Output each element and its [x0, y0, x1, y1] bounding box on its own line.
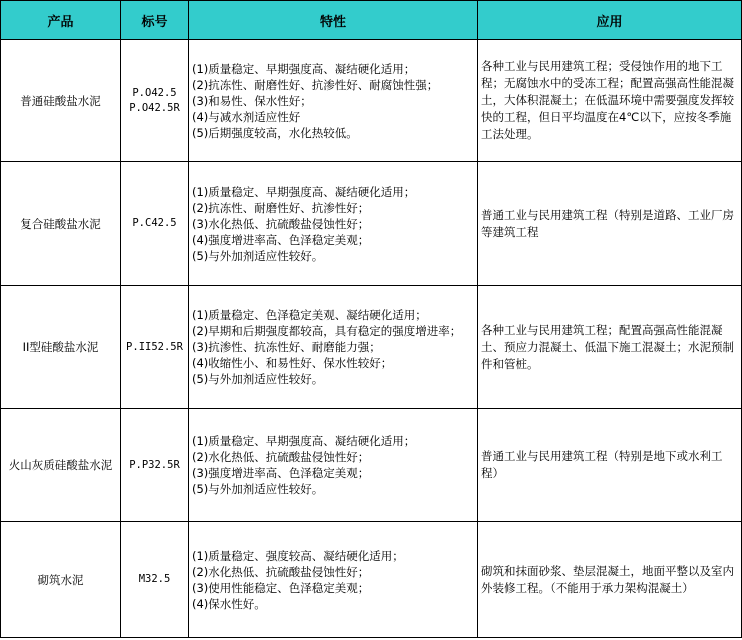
product-cell: 砌筑水泥 [1, 522, 121, 638]
application-cell: 砌筑和抹面砂浆、垫层混凝土，地面平整以及室内外装修工程。（不能用于承力架构混凝土） [478, 522, 742, 638]
code-value: P.O42.5 [132, 86, 177, 99]
feature-line: (2)抗冻性、耐磨性好、抗渗性好； [192, 200, 370, 215]
feature-line: (2)抗冻性、耐磨性好、抗渗性好、耐腐蚀性强； [192, 77, 439, 92]
features-cell [189, 286, 478, 409]
feature-line: (4)保水性好。 [192, 596, 266, 611]
application-cell: 普通工业与民用建筑工程（特别是道路、工业厂房等建筑工程 [478, 162, 742, 286]
feature-line: (3)水化热低、抗硫酸盐侵蚀性好； [192, 216, 370, 231]
feature-line: (5)与外加剂适应性较好。 [192, 482, 324, 496]
feature-line: (3)使用性能稳定、色泽稳定美观； [192, 580, 370, 595]
code-value: P.C42.5 [132, 217, 177, 229]
feature-line: (1)质量稳定、早期强度高、凝结硬化适用； [192, 184, 416, 199]
header-code: 标号 [121, 1, 189, 40]
code-cell [121, 40, 189, 162]
product-cell: 复合硅酸盐水泥 [1, 162, 121, 286]
product-cell: 火山灰质硅酸盐水泥 [1, 409, 121, 522]
feature-line: (4)与减水剂适应性好 [192, 109, 301, 124]
application-cell: 各种工业与民用建筑工程；受侵蚀作用的地下工程；无腐蚀水中的受冻工程；配置高强高性能混凝土，大体积混凝土；在低温环境中需要强度发挥较快的工程，但日平均温度在4℃以下，应按冬季施工法处理。 [478, 40, 742, 162]
code-cell [121, 162, 189, 286]
code-cell [121, 522, 189, 638]
feature-line: (3)强度增进率高、色泽稳定美观； [192, 466, 370, 480]
application-cell: 普通工业与民用建筑工程（特别是地下或水利工程） [478, 409, 742, 522]
code-value: M32.5 [138, 573, 171, 585]
feature-line: (2)水化热低、抗硫酸盐侵蚀性好； [192, 564, 370, 579]
feature-line: (1)质量稳定、色泽稳定美观、凝结硬化适用； [192, 308, 427, 322]
features-cell [189, 40, 478, 162]
table-row [1, 522, 742, 638]
header-product: 产品 [1, 1, 121, 40]
table-row [1, 162, 742, 286]
header-features: 特性 [189, 1, 478, 40]
table-row [1, 40, 742, 162]
features-cell [189, 409, 478, 522]
feature-line: (5)与外加剂适应性较好。 [192, 248, 324, 263]
feature-line: (3)和易性、保水性好； [192, 93, 312, 108]
feature-line: (2)水化热低、抗硫酸盐侵蚀性好； [192, 450, 370, 464]
code-value: P.II52.5R [126, 340, 183, 353]
feature-line: (1)质量稳定、早期强度高、凝结硬化适用； [192, 434, 416, 448]
feature-line: (1)质量稳定、早期强度高、凝结硬化适用； [192, 61, 416, 76]
feature-line: (3)抗渗性、抗冻性好、耐磨能力强； [192, 340, 381, 354]
code-cell [121, 409, 189, 522]
header-application: 应用 [478, 1, 742, 40]
feature-line: (5)与外加剂适应性较好。 [192, 372, 324, 386]
feature-line: (5)后期强度较高，水化热较低。 [192, 125, 358, 140]
code-value: P.P32.5R [129, 458, 180, 471]
features-cell [189, 162, 478, 286]
feature-line: (2)早期和后期强度都较高，具有稳定的强度增进率； [192, 324, 462, 338]
application-cell: 各种工业与民用建筑工程；配置高强高性能混凝土、预应力混凝土、低温下施工混凝土；水泥预制件和管桩。 [478, 286, 742, 409]
product-cell: 普通硅酸盐水泥 [1, 40, 121, 162]
feature-line: (4)收缩性小、和易性好、保水性较好； [192, 356, 393, 370]
feature-line: (4)强度增进率高、色泽稳定美观； [192, 232, 370, 247]
table-header-row [1, 1, 742, 40]
code-cell [121, 286, 189, 409]
table-row [1, 409, 742, 522]
product-cell: II型硅酸盐水泥 [1, 286, 121, 409]
code-value: P.O42.5R [129, 101, 180, 114]
features-cell [189, 522, 478, 638]
table-row [1, 286, 742, 409]
feature-line: (1)质量稳定、强度较高、凝结硬化适用； [192, 548, 404, 563]
